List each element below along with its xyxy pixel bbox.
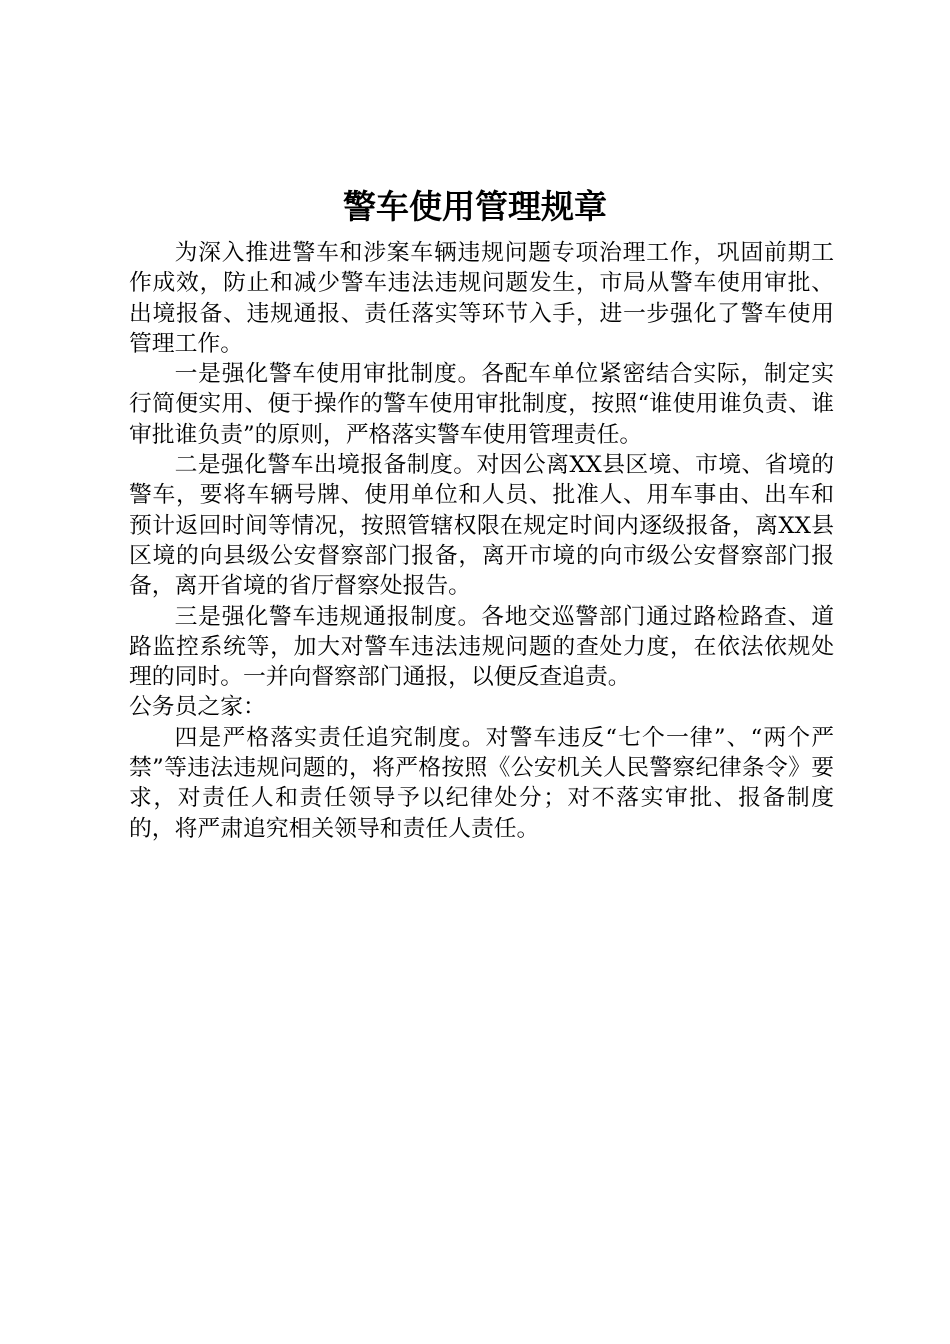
paragraph-source-note: 公务员之家： xyxy=(129,694,266,721)
paragraph-intro: 为深入推进警车和涉案车辆违规问题专项治理工作，巩固前期工作成效，防止和减少警车违法违规问题发生，市局从警车使用审批、出境报备、违规通报、责任落实等环节入手，进一步强化了警车使用管理工作。 xyxy=(129,240,834,357)
paragraph-accountability: 四是严格落实责任追究制度。对警车违反“七个一律”、“两个严禁”等违法违规问题的，将严格按照《公安机关人民警察纪律条令》要求，对责任人和责任领导予以纪律处分；对不落实审批、报备制度的，将严肃追究相关领导和责任人责任。 xyxy=(129,724,834,842)
document-body xyxy=(129,238,834,844)
paragraph-departure-reporting: 二是强化警车出境报备制度。对因公离XX县区境、市境、省境的警车，要将车辆号牌、使用单位和人员、批准人、用车事由、出车和预计返回时间等情况，按照管辖权限在规定时间内逐级报备，离XX县区境的向县级公安督察部门报备，离开市境的向市级公安督察部门报备，离开省境的省厅督察处报告。 xyxy=(129,452,834,600)
paragraph-violation-notification: 三是强化警车违规通报制度。各地交巡警部门通过路检路查、道路监控系统等，加大对警车违法违规问题的查处力度，在依法依规处理的同时。一并向督察部门通报，以便反查追责。 xyxy=(129,603,834,691)
paragraph-approval-system: 一是强化警车使用审批制度。各配车单位紧密结合实际，制定实行简便实用、便于操作的警车使用审批制度，按照“谁使用谁负责、谁审批谁负责”的原则，严格落实警车使用管理责任。 xyxy=(129,361,834,448)
document-title: 警车使用管理规章 xyxy=(343,187,607,226)
